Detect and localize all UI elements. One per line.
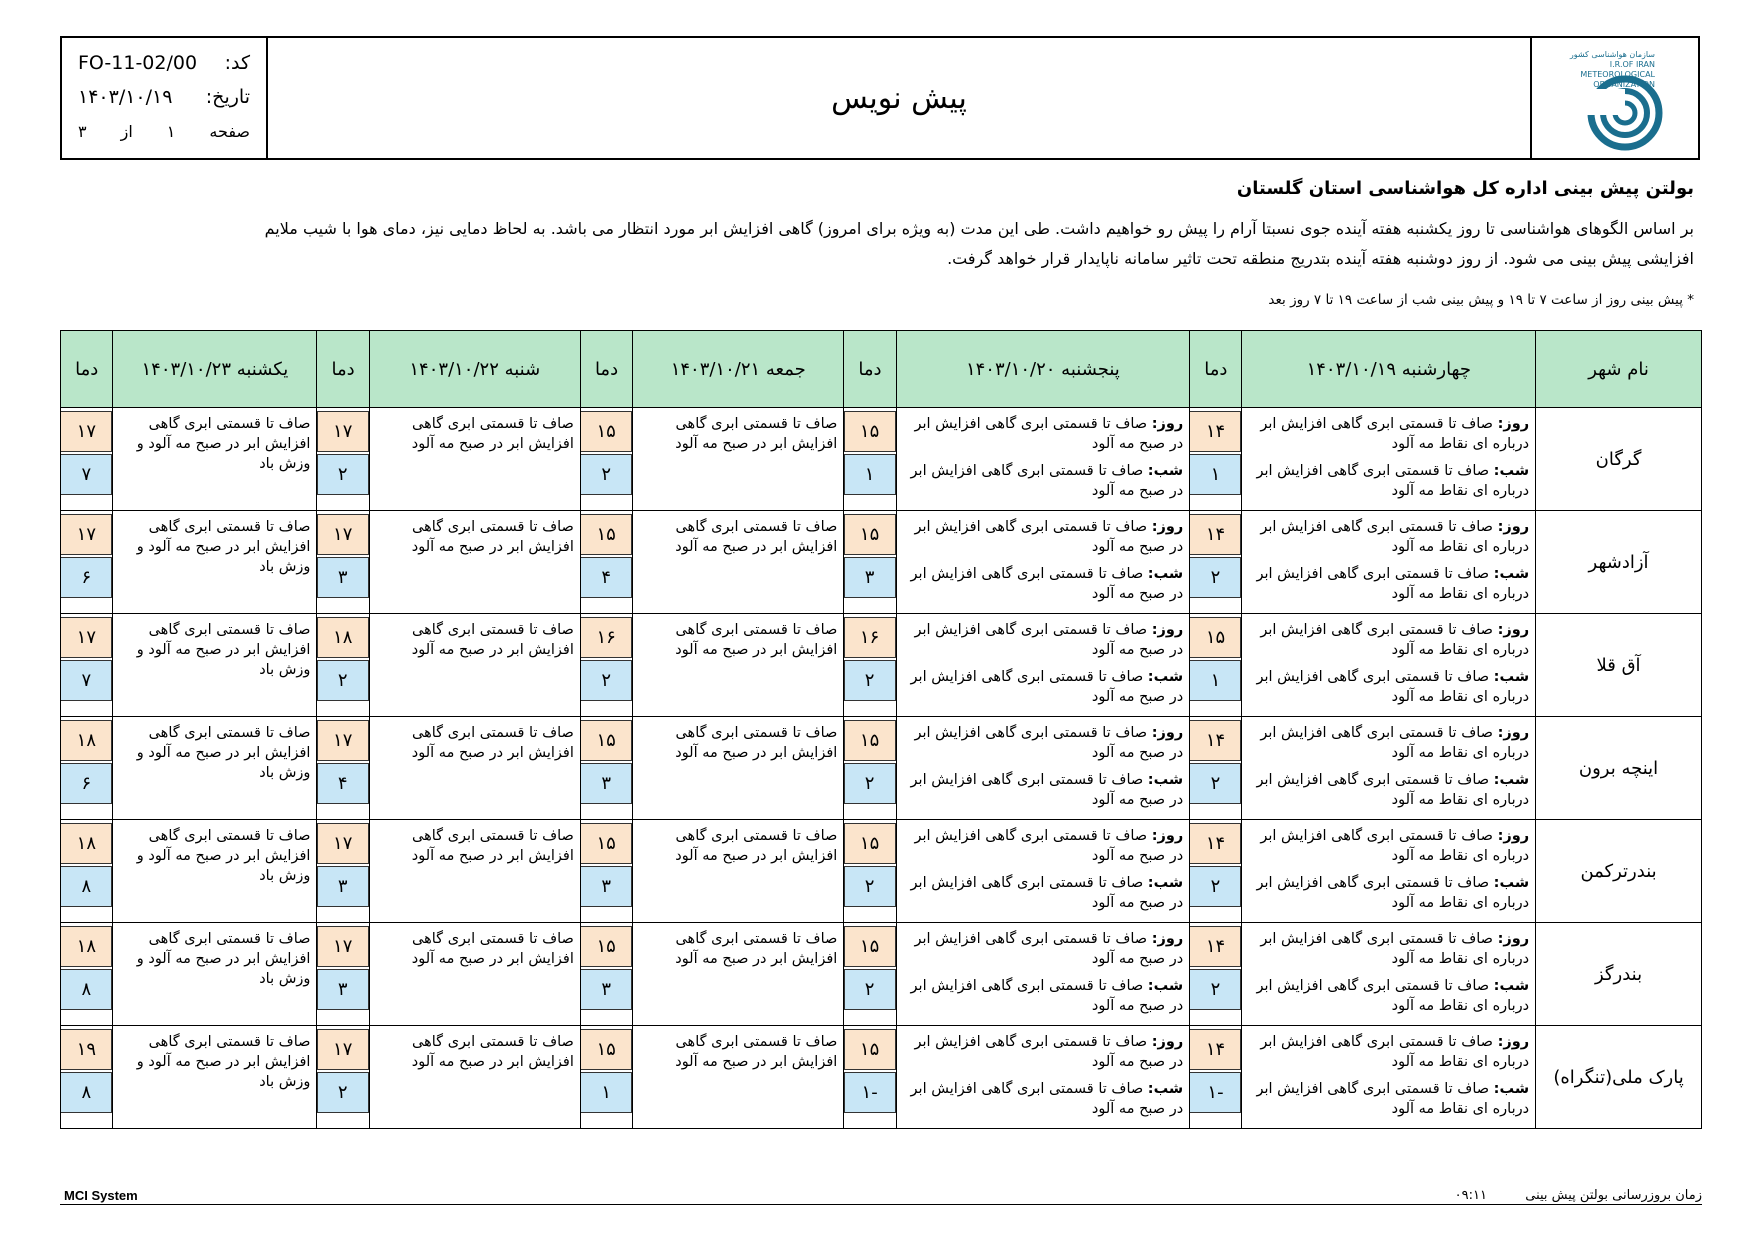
night-forecast <box>901 564 1184 604</box>
night-forecast-text: صاف تا قسمتی ابری گاهی افزایش ابر درباره ای نقاط مه آلود <box>1256 1081 1530 1117</box>
night-forecast <box>1246 1079 1529 1119</box>
day-header: جمعه ۱۴۰۳/۱۰/۲۱ <box>633 331 844 408</box>
day-night-forecast <box>1242 1026 1536 1129</box>
temp-cell <box>844 614 896 717</box>
day-forecast-text: صاف تا قسمتی ابری گاهی افزایش ابر درباره ای نقاط مه آلود <box>1260 1034 1530 1070</box>
min-temp: ۱ <box>844 454 896 495</box>
day-night-forecast <box>896 820 1190 923</box>
max-temp: ۱۸ <box>60 720 112 761</box>
day-forecast <box>901 929 1184 969</box>
day-header: یکشنبه ۱۴۰۳/۱۰/۲۳ <box>113 331 317 408</box>
night-forecast-text: صاف تا قسمتی ابری گاهی افزایش ابر در صبح مه آلود <box>910 772 1184 808</box>
min-temp: ۲ <box>317 660 369 701</box>
forecast-text: صاف تا قسمتی ابری گاهی افزایش ابر در صبح مه آلود <box>633 1026 844 1129</box>
temp-cell <box>317 1026 369 1129</box>
night-label: شب: <box>1147 978 1184 994</box>
min-temp: ۳ <box>317 969 369 1010</box>
night-label: شب: <box>1147 1081 1184 1097</box>
footer-update-time <box>1455 1188 1702 1203</box>
day-label: روز: <box>1151 1034 1184 1050</box>
min-temp: ۱ <box>1189 660 1241 701</box>
min-temp: ۲ <box>844 866 896 907</box>
logo-text-fa: سازمان هواشناسی کشور <box>1569 50 1655 59</box>
max-temp: ۱۴ <box>1189 823 1241 864</box>
temp-cell <box>580 511 632 614</box>
max-temp: ۱۴ <box>1189 1029 1241 1070</box>
night-forecast <box>1246 564 1529 604</box>
day-forecast-text: صاف تا قسمتی ابری گاهی افزایش ابر در صبح مه آلود <box>914 931 1184 967</box>
page-title: پیش نویس <box>831 80 967 116</box>
night-forecast <box>1246 461 1529 501</box>
day-forecast <box>1246 620 1529 660</box>
day-forecast-text: صاف تا قسمتی ابری گاهی افزایش ابر در صبح مه آلود <box>914 622 1184 658</box>
temp-cell <box>580 1026 632 1129</box>
temp-cell <box>317 923 369 1026</box>
temp-cell <box>317 820 369 923</box>
min-temp: ۳ <box>844 557 896 598</box>
day-forecast-text: صاف تا قسمتی ابری گاهی افزایش ابر درباره ای نقاط مه آلود <box>1260 725 1530 761</box>
min-temp: ۲ <box>317 454 369 495</box>
logo-text-3: ORGANIZATION <box>1593 80 1655 89</box>
temp-cell <box>1190 511 1242 614</box>
day-label: روز: <box>1497 622 1530 638</box>
date-value: ۱۴۰۳/۱۰/۱۹ <box>78 86 173 108</box>
temp-cell <box>580 717 632 820</box>
table-row <box>61 614 1702 717</box>
day-forecast <box>1246 414 1529 454</box>
min-temp: ۱ <box>580 1072 632 1113</box>
night-label: شب: <box>1493 669 1530 685</box>
document-meta <box>62 38 268 158</box>
table-row <box>61 717 1702 820</box>
day-label: روز: <box>1151 828 1184 844</box>
max-temp: ۱۷ <box>60 411 112 452</box>
day-header: پنجشنبه ۱۴۰۳/۱۰/۲۰ <box>896 331 1190 408</box>
city-header: نام شهر <box>1536 331 1702 408</box>
min-temp: -۱ <box>1189 1072 1241 1113</box>
meteorological-organization-logo <box>1530 38 1698 158</box>
night-forecast <box>901 770 1184 810</box>
table-row <box>61 408 1702 511</box>
forecast-text: صاف تا قسمتی ابری گاهی افزایش ابر در صبح مه آلود <box>633 717 844 820</box>
table-header-row <box>61 331 1702 408</box>
page-label: صفحه <box>209 121 250 141</box>
min-temp: ۶ <box>60 763 112 804</box>
forecast-text: صاف تا قسمتی ابری گاهی افزایش ابر در صبح مه آلود و وزش باد <box>113 923 317 1026</box>
day-label: روز: <box>1151 519 1184 535</box>
min-temp: ۸ <box>60 969 112 1010</box>
footer-update-label: زمان بروزرسانی بولتن پیش بینی <box>1525 1188 1702 1203</box>
night-forecast-text: صاف تا قسمتی ابری گاهی افزایش ابر درباره ای نقاط مه آلود <box>1256 669 1530 705</box>
min-temp: ۳ <box>580 763 632 804</box>
temp-cell <box>1190 717 1242 820</box>
day-night-forecast <box>896 923 1190 1026</box>
forecast-text: صاف تا قسمتی ابری گاهی افزایش ابر در صبح مه آلود <box>369 614 580 717</box>
temp-header: دما <box>61 331 113 408</box>
temp-cell <box>1190 408 1242 511</box>
temp-cell <box>1190 820 1242 923</box>
day-label: روز: <box>1497 931 1530 947</box>
min-temp: ۲ <box>844 763 896 804</box>
forecast-text: صاف تا قسمتی ابری گاهی افزایش ابر در صبح مه آلود <box>633 511 844 614</box>
temp-cell <box>61 820 113 923</box>
night-forecast <box>1246 667 1529 707</box>
bulletin-line-1: بر اساس الگوهای هواشناسی تا روز یکشنبه هفته آینده جوی نسبتا آرام را پیش رو خواهیم داشت. طی این مدت (به ویژه برای امروز) گاهی افزایش ابر مورد انتظار می باشد. به لحاظ دمایی نیز، دمای هوا با شیب ملایم <box>264 219 1694 238</box>
forecast-text: صاف تا قسمتی ابری گاهی افزایش ابر در صبح مه آلود و وزش باد <box>113 511 317 614</box>
max-temp: ۱۴ <box>1189 411 1241 452</box>
day-forecast-text: صاف تا قسمتی ابری گاهی افزایش ابر درباره ای نقاط مه آلود <box>1260 828 1530 864</box>
day-night-forecast <box>1242 717 1536 820</box>
temp-header: دما <box>317 331 369 408</box>
max-temp: ۱۷ <box>317 1029 369 1070</box>
table-row <box>61 820 1702 923</box>
day-night-forecast <box>896 717 1190 820</box>
forecast-text: صاف تا قسمتی ابری گاهی افزایش ابر در صبح مه آلود <box>369 717 580 820</box>
temp-cell <box>317 408 369 511</box>
max-temp: ۱۵ <box>580 720 632 761</box>
temp-cell <box>1190 1026 1242 1129</box>
day-forecast <box>1246 1032 1529 1072</box>
max-temp: ۱۴ <box>1189 514 1241 555</box>
day-forecast-text: صاف تا قسمتی ابری گاهی افزایش ابر درباره ای نقاط مه آلود <box>1260 416 1530 452</box>
day-night-forecast <box>896 1026 1190 1129</box>
night-forecast <box>1246 873 1529 913</box>
max-temp: ۱۵ <box>844 411 896 452</box>
day-forecast-text: صاف تا قسمتی ابری گاهی افزایش ابر در صبح مه آلود <box>914 1034 1184 1070</box>
night-forecast-text: صاف تا قسمتی ابری گاهی افزایش ابر درباره ای نقاط مه آلود <box>1256 875 1530 911</box>
page-num: ۱ <box>166 121 176 141</box>
forecast-text: صاف تا قسمتی ابری گاهی افزایش ابر در صبح مه آلود <box>369 511 580 614</box>
bulletin-body <box>60 214 1694 274</box>
city-name: آزادشهر <box>1536 511 1702 614</box>
max-temp: ۱۷ <box>317 823 369 864</box>
logo-text-1: I.R.OF IRAN <box>1609 60 1655 69</box>
city-name: پارک ملی(تنگراه) <box>1536 1026 1702 1129</box>
max-temp: ۱۷ <box>317 411 369 452</box>
temp-cell <box>61 614 113 717</box>
max-temp: ۱۴ <box>1189 720 1241 761</box>
max-temp: ۱۶ <box>844 617 896 658</box>
code-label: کد: <box>224 52 250 74</box>
forecast-text: صاف تا قسمتی ابری گاهی افزایش ابر در صبح مه آلود و وزش باد <box>113 408 317 511</box>
day-label: روز: <box>1497 416 1530 432</box>
night-forecast <box>901 976 1184 1016</box>
temp-cell <box>1190 614 1242 717</box>
day-label: روز: <box>1151 725 1184 741</box>
footer-update-value: ۰۹:۱۱ <box>1454 1188 1487 1203</box>
temp-cell <box>61 511 113 614</box>
temp-cell <box>61 1026 113 1129</box>
min-temp: ۲ <box>317 1072 369 1113</box>
night-forecast-text: صاف تا قسمتی ابری گاهی افزایش ابر درباره ای نقاط مه آلود <box>1256 463 1530 499</box>
code-value: FO-11-02/00 <box>78 52 198 74</box>
min-temp: ۳ <box>580 969 632 1010</box>
day-night-forecast <box>1242 820 1536 923</box>
table-row <box>61 1026 1702 1129</box>
min-temp: ۲ <box>1189 866 1241 907</box>
city-name: اینچه برون <box>1536 717 1702 820</box>
max-temp: ۱۷ <box>317 926 369 967</box>
night-forecast-text: صاف تا قسمتی ابری گاهی افزایش ابر در صبح مه آلود <box>910 875 1184 911</box>
max-temp: ۱۵ <box>580 1029 632 1070</box>
temp-cell <box>1190 923 1242 1026</box>
temp-cell <box>844 923 896 1026</box>
night-forecast-text: صاف تا قسمتی ابری گاهی افزایش ابر در صبح مه آلود <box>910 1081 1184 1117</box>
forecast-text: صاف تا قسمتی ابری گاهی افزایش ابر در صبح مه آلود <box>633 820 844 923</box>
temp-cell <box>580 820 632 923</box>
date-label: تاریخ: <box>205 86 250 108</box>
max-temp: ۱۵ <box>844 1029 896 1070</box>
night-label: شب: <box>1147 875 1184 891</box>
max-temp: ۱۵ <box>580 926 632 967</box>
day-forecast <box>1246 517 1529 557</box>
night-label: شب: <box>1493 772 1530 788</box>
bulletin-line-2: افزایشی پیش بینی می شود. از روز دوشنبه هفته آینده بتدریج منطقه تحت تاثیر سامانه ناپایدار قرار خواهد گرفت. <box>947 249 1694 268</box>
max-temp: ۱۸ <box>60 926 112 967</box>
max-temp: ۱۵ <box>580 514 632 555</box>
max-temp: ۱۵ <box>844 720 896 761</box>
max-temp: ۱۷ <box>317 720 369 761</box>
forecast-text: صاف تا قسمتی ابری گاهی افزایش ابر در صبح مه آلود <box>369 408 580 511</box>
day-forecast <box>901 620 1184 660</box>
forecast-text: صاف تا قسمتی ابری گاهی افزایش ابر در صبح مه آلود <box>369 820 580 923</box>
temp-header: دما <box>580 331 632 408</box>
min-temp: ۳ <box>580 866 632 907</box>
day-forecast <box>901 723 1184 763</box>
night-label: شب: <box>1493 463 1530 479</box>
day-label: روز: <box>1151 931 1184 947</box>
page-footer <box>60 1188 1702 1205</box>
temp-cell <box>61 923 113 1026</box>
day-night-forecast <box>1242 511 1536 614</box>
page-of: از <box>120 121 133 141</box>
day-forecast <box>901 517 1184 557</box>
table-row <box>61 923 1702 1026</box>
min-temp: ۲ <box>844 660 896 701</box>
max-temp: ۱۸ <box>317 617 369 658</box>
temp-cell <box>844 408 896 511</box>
night-label: شب: <box>1147 772 1184 788</box>
document-header <box>60 36 1700 160</box>
day-forecast <box>1246 826 1529 866</box>
max-temp: ۱۵ <box>580 823 632 864</box>
day-night-forecast <box>1242 614 1536 717</box>
min-temp: ۳ <box>317 557 369 598</box>
max-temp: ۱۵ <box>580 411 632 452</box>
temp-cell <box>844 511 896 614</box>
city-name: بندرترکمن <box>1536 820 1702 923</box>
min-temp: ۲ <box>1189 969 1241 1010</box>
forecast-table <box>60 330 1702 1129</box>
temp-cell <box>844 717 896 820</box>
night-forecast-text: صاف تا قسمتی ابری گاهی افزایش ابر در صبح مه آلود <box>910 566 1184 602</box>
forecast-text: صاف تا قسمتی ابری گاهی افزایش ابر در صبح مه آلود و وزش باد <box>113 614 317 717</box>
max-temp: ۱۷ <box>60 514 112 555</box>
min-temp: ۲ <box>580 454 632 495</box>
min-temp: -۱ <box>844 1072 896 1113</box>
max-temp: ۱۶ <box>580 617 632 658</box>
night-forecast <box>1246 770 1529 810</box>
page-total: ۳ <box>78 121 87 141</box>
min-temp: ۲ <box>844 969 896 1010</box>
max-temp: ۱۷ <box>60 617 112 658</box>
min-temp: ۸ <box>60 1072 112 1113</box>
day-label: روز: <box>1151 622 1184 638</box>
day-forecast <box>901 414 1184 454</box>
temp-cell <box>61 717 113 820</box>
city-name: بندرگز <box>1536 923 1702 1026</box>
max-temp: ۱۵ <box>844 823 896 864</box>
city-name: آق قلا <box>1536 614 1702 717</box>
night-label: شب: <box>1493 566 1530 582</box>
temp-header: دما <box>844 331 896 408</box>
night-forecast <box>901 461 1184 501</box>
max-temp: ۱۹ <box>60 1029 112 1070</box>
temp-cell <box>844 1026 896 1129</box>
temp-cell <box>317 717 369 820</box>
min-temp: ۲ <box>1189 557 1241 598</box>
forecast-text: صاف تا قسمتی ابری گاهی افزایش ابر در صبح مه آلود <box>633 614 844 717</box>
night-label: شب: <box>1147 463 1184 479</box>
forecast-text: صاف تا قسمتی ابری گاهی افزایش ابر در صبح مه آلود <box>369 923 580 1026</box>
table-row <box>61 511 1702 614</box>
forecast-text: صاف تا قسمتی ابری گاهی افزایش ابر در صبح مه آلود و وزش باد <box>113 820 317 923</box>
day-forecast <box>901 1032 1184 1072</box>
day-label: روز: <box>1497 519 1530 535</box>
city-name: گرگان <box>1536 408 1702 511</box>
day-label: روز: <box>1497 828 1530 844</box>
day-night-forecast <box>896 614 1190 717</box>
temp-cell <box>317 511 369 614</box>
min-temp: ۲ <box>1189 763 1241 804</box>
night-label: شب: <box>1493 875 1530 891</box>
min-temp: ۷ <box>60 454 112 495</box>
day-forecast <box>1246 723 1529 763</box>
day-forecast-text: صاف تا قسمتی ابری گاهی افزایش ابر درباره ای نقاط مه آلود <box>1260 519 1530 555</box>
forecast-text: صاف تا قسمتی ابری گاهی افزایش ابر در صبح مه آلود و وزش باد <box>113 717 317 820</box>
day-forecast-text: صاف تا قسمتی ابری گاهی افزایش ابر درباره ای نقاط مه آلود <box>1260 931 1530 967</box>
temp-cell <box>580 923 632 1026</box>
night-forecast-text: صاف تا قسمتی ابری گاهی افزایش ابر در صبح مه آلود <box>910 669 1184 705</box>
forecast-time-note: * پیش بینی روز از ساعت ۷ تا ۱۹ و پیش بینی شب از ساعت ۱۹ تا ۷ روز بعد <box>1268 292 1694 308</box>
night-forecast-text: صاف تا قسمتی ابری گاهی افزایش ابر در صبح مه آلود <box>910 463 1184 499</box>
night-forecast <box>1246 976 1529 1016</box>
day-forecast-text: صاف تا قسمتی ابری گاهی افزایش ابر در صبح مه آلود <box>914 828 1184 864</box>
min-temp: ۴ <box>317 763 369 804</box>
day-label: روز: <box>1497 1034 1530 1050</box>
temp-header: دما <box>1190 331 1242 408</box>
day-night-forecast <box>896 408 1190 511</box>
min-temp: ۳ <box>317 866 369 907</box>
forecast-text: صاف تا قسمتی ابری گاهی افزایش ابر در صبح مه آلود <box>369 1026 580 1129</box>
footer-system-name: MCI System <box>64 1188 138 1203</box>
night-label: شب: <box>1493 1081 1530 1097</box>
day-header: شنبه ۱۴۰۳/۱۰/۲۲ <box>369 331 580 408</box>
max-temp: ۱۷ <box>317 514 369 555</box>
night-forecast <box>901 1079 1184 1119</box>
forecast-text: صاف تا قسمتی ابری گاهی افزایش ابر در صبح مه آلود <box>633 923 844 1026</box>
night-forecast-text: صاف تا قسمتی ابری گاهی افزایش ابر درباره ای نقاط مه آلود <box>1256 566 1530 602</box>
day-forecast-text: صاف تا قسمتی ابری گاهی افزایش ابر در صبح مه آلود <box>914 416 1184 452</box>
forecast-text: صاف تا قسمتی ابری گاهی افزایش ابر در صبح مه آلود و وزش باد <box>113 1026 317 1129</box>
temp-cell <box>844 820 896 923</box>
night-label: شب: <box>1493 978 1530 994</box>
night-label: شب: <box>1147 566 1184 582</box>
night-forecast-text: صاف تا قسمتی ابری گاهی افزایش ابر درباره ای نقاط مه آلود <box>1256 978 1530 1014</box>
temp-cell <box>61 408 113 511</box>
day-header: چهارشنبه ۱۴۰۳/۱۰/۱۹ <box>1242 331 1536 408</box>
day-forecast-text: صاف تا قسمتی ابری گاهی افزایش ابر در صبح مه آلود <box>914 519 1184 555</box>
day-forecast <box>901 826 1184 866</box>
min-temp: ۷ <box>60 660 112 701</box>
day-night-forecast <box>1242 408 1536 511</box>
night-forecast <box>901 873 1184 913</box>
day-forecast-text: صاف تا قسمتی ابری گاهی افزایش ابر در صبح مه آلود <box>914 725 1184 761</box>
max-temp: ۱۸ <box>60 823 112 864</box>
temp-cell <box>317 614 369 717</box>
day-night-forecast <box>896 511 1190 614</box>
day-forecast <box>1246 929 1529 969</box>
max-temp: ۱۵ <box>844 926 896 967</box>
day-label: روز: <box>1497 725 1530 741</box>
max-temp: ۱۴ <box>1189 926 1241 967</box>
max-temp: ۱۵ <box>1189 617 1241 658</box>
logo-text-2: METEOROLOGICAL <box>1580 70 1655 79</box>
night-label: شب: <box>1147 669 1184 685</box>
max-temp: ۱۵ <box>844 514 896 555</box>
night-forecast-text: صاف تا قسمتی ابری گاهی افزایش ابر در صبح مه آلود <box>910 978 1184 1014</box>
night-forecast-text: صاف تا قسمتی ابری گاهی افزایش ابر درباره ای نقاط مه آلود <box>1256 772 1530 808</box>
min-temp: ۲ <box>580 660 632 701</box>
bulletin-title: بولتن پیش بینی اداره کل هواشناسی استان گلستان <box>1236 178 1694 199</box>
temp-cell <box>580 614 632 717</box>
day-forecast-text: صاف تا قسمتی ابری گاهی افزایش ابر درباره ای نقاط مه آلود <box>1260 622 1530 658</box>
min-temp: ۸ <box>60 866 112 907</box>
day-night-forecast <box>1242 923 1536 1026</box>
min-temp: ۶ <box>60 557 112 598</box>
forecast-text: صاف تا قسمتی ابری گاهی افزایش ابر در صبح مه آلود <box>633 408 844 511</box>
temp-cell <box>580 408 632 511</box>
min-temp: ۴ <box>580 557 632 598</box>
day-label: روز: <box>1151 416 1184 432</box>
night-forecast <box>901 667 1184 707</box>
min-temp: ۱ <box>1189 454 1241 495</box>
